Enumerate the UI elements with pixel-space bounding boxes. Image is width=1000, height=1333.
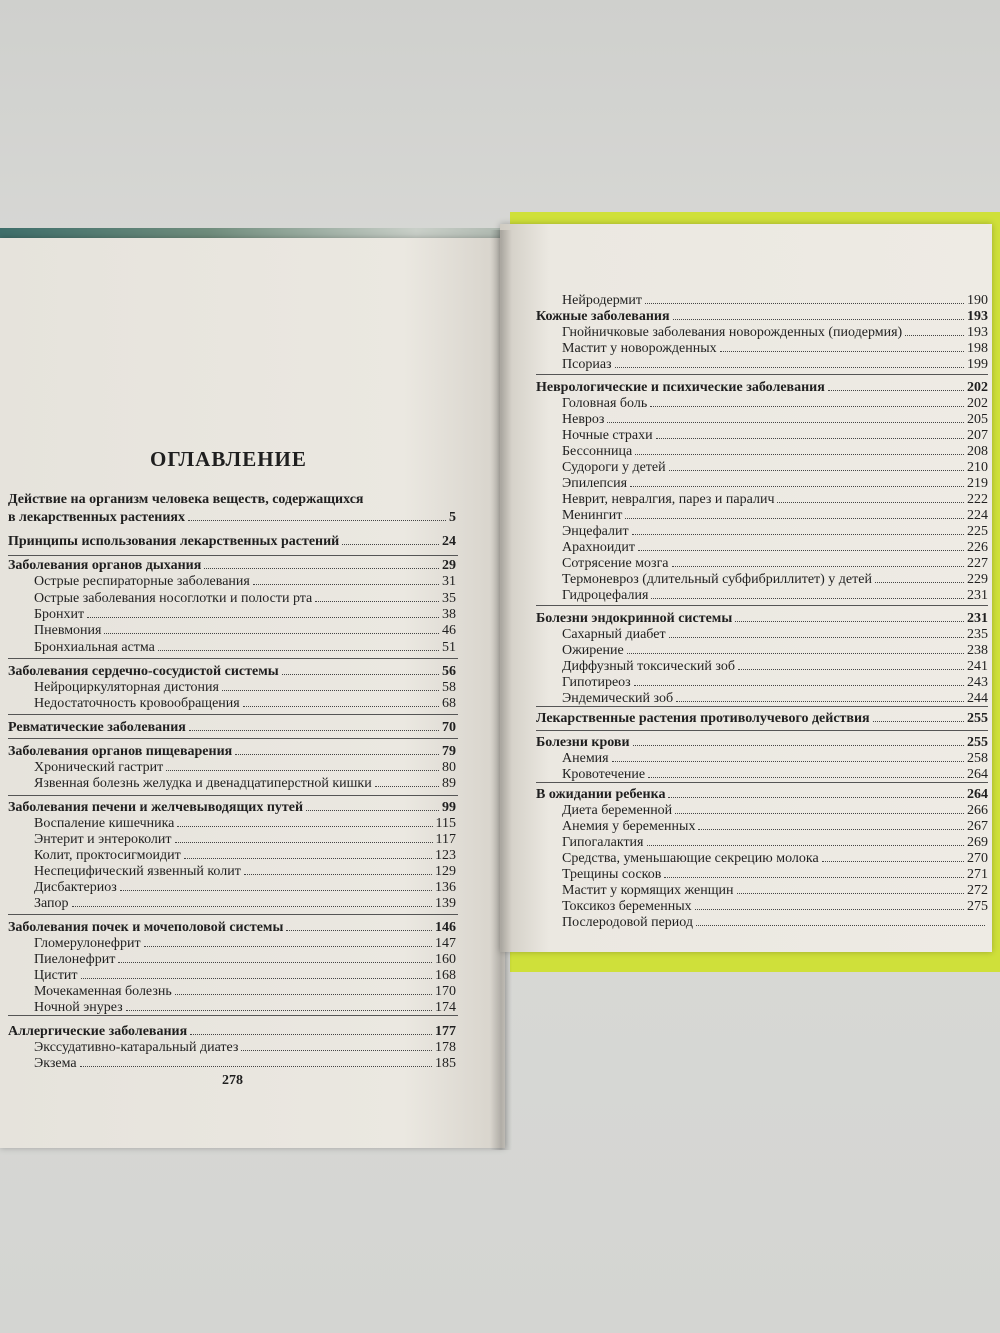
toc-entry-page: 185 bbox=[435, 1056, 456, 1071]
toc-left-entry bbox=[34, 983, 456, 1000]
toc-entry-page: 231 bbox=[967, 588, 988, 603]
toc-right-entry bbox=[562, 507, 988, 524]
toc-leader-dots bbox=[656, 427, 964, 439]
toc-entry-label: Неврит, невралгия, парез и паралич bbox=[562, 492, 775, 507]
toc-left-entry bbox=[8, 919, 456, 936]
toc-leader-dots bbox=[243, 695, 439, 707]
toc-entry-label: Дисбактериоз bbox=[34, 880, 117, 895]
toc-leader-dots bbox=[633, 734, 964, 746]
toc-entry-label: Экссудативно-катаральный диатез bbox=[34, 1040, 239, 1055]
toc-right-entry bbox=[562, 340, 988, 357]
toc-left-entry bbox=[34, 590, 456, 607]
toc-leader-dots bbox=[664, 866, 964, 878]
toc-entry-label: Заболевания органов дыхания bbox=[8, 558, 202, 573]
section-divider bbox=[8, 914, 458, 915]
toc-entry-label: Бронхиальная астма bbox=[34, 640, 155, 655]
section-divider bbox=[8, 658, 458, 659]
toc-entry-page: 241 bbox=[967, 659, 988, 674]
toc-entry-page: 160 bbox=[435, 952, 456, 967]
toc-entry-label: Гипогалактия bbox=[562, 835, 644, 850]
toc-entry-page: 226 bbox=[967, 540, 988, 555]
toc-entry-page: 255 bbox=[967, 735, 988, 750]
toc-title: ОГЛАВЛЕНИЕ bbox=[150, 447, 307, 471]
toc-entry-page: 89 bbox=[442, 776, 456, 791]
toc-right-entry bbox=[562, 475, 988, 492]
toc-right-entry bbox=[562, 766, 988, 783]
toc-entry-label: Псориаз bbox=[562, 357, 612, 372]
toc-right-entry bbox=[562, 555, 988, 572]
toc-leader-dots bbox=[342, 533, 439, 545]
toc-entry-page: 136 bbox=[435, 880, 456, 895]
toc-entry-label: Неспецифический язвенный колит bbox=[34, 864, 241, 879]
toc-right-entry bbox=[536, 308, 988, 325]
toc-entry-label: Судороги у детей bbox=[562, 460, 666, 475]
section-divider bbox=[536, 605, 988, 606]
toc-entry-label: Неврологические и психические заболевания bbox=[536, 380, 825, 395]
toc-entry-label: Токсикоз беременных bbox=[562, 899, 692, 914]
toc-entry-page: 244 bbox=[967, 691, 988, 706]
toc-leader-dots bbox=[607, 411, 964, 423]
toc-entry-page: 258 bbox=[967, 751, 988, 766]
toc-right-entry bbox=[562, 523, 988, 540]
toc-entry-label: Острые респираторные заболевания bbox=[34, 574, 250, 589]
toc-entry-label: Энтерит и энтероколит bbox=[34, 832, 172, 847]
toc-left-entry bbox=[34, 967, 456, 984]
section-divider bbox=[8, 1015, 458, 1016]
toc-entry-label: Заболевания почек и мочеполовой системы bbox=[8, 920, 284, 935]
toc-left-entry bbox=[8, 533, 456, 550]
toc-leader-dots bbox=[104, 622, 439, 634]
toc-entry-label: Аллергические заболевания bbox=[8, 1024, 188, 1039]
toc-leader-dots bbox=[650, 395, 964, 407]
toc-leader-dots bbox=[126, 999, 432, 1011]
toc-entry-label: Кровотечение bbox=[562, 767, 646, 782]
toc-entry-page: 210 bbox=[967, 460, 988, 475]
toc-entry-label: Заболевания сердечно-сосудистой системы bbox=[8, 664, 279, 679]
toc-leader-dots bbox=[315, 590, 439, 602]
toc-entry-label: Ночной энурез bbox=[34, 1000, 123, 1015]
toc-left-entry bbox=[34, 606, 456, 623]
toc-entry-label: Колит, проктосигмоидит bbox=[34, 848, 181, 863]
toc-entry-page: 190 bbox=[967, 293, 988, 308]
toc-entry-label: Трещины сосков bbox=[562, 867, 662, 882]
toc-right-entry bbox=[536, 610, 988, 627]
toc-leader-dots bbox=[828, 379, 964, 391]
toc-entry-page: 267 bbox=[967, 819, 988, 834]
toc-right-entry bbox=[562, 850, 988, 867]
toc-leader-dots bbox=[738, 658, 964, 670]
toc-leader-dots bbox=[669, 626, 964, 638]
toc-entry-page: 58 bbox=[442, 680, 456, 695]
toc-entry-page: 117 bbox=[435, 832, 456, 847]
toc-entry-page: 231 bbox=[967, 611, 988, 626]
toc-entry-label: Лекарственные растения противолучевого действия bbox=[536, 711, 870, 726]
toc-leader-dots bbox=[244, 863, 432, 875]
toc-left-entry bbox=[34, 847, 456, 864]
toc-entry-page: 29 bbox=[442, 558, 456, 573]
toc-entry-page: 229 bbox=[967, 572, 988, 587]
toc-entry-page: 222 bbox=[967, 492, 988, 507]
toc-left-entry bbox=[8, 719, 456, 736]
toc-entry-label: Термоневроз (длительный субфибриллитет) у детей bbox=[562, 572, 872, 587]
toc-right-entry bbox=[562, 914, 988, 931]
toc-entry-label: Острые заболевания носоглотки и полости рта bbox=[34, 591, 313, 606]
toc-entry-label: Кожные заболевания bbox=[536, 309, 670, 324]
toc-leader-dots bbox=[735, 610, 964, 622]
toc-left-entry bbox=[34, 1039, 456, 1056]
toc-right-entry bbox=[562, 587, 988, 604]
toc-leader-dots bbox=[822, 850, 964, 862]
toc-entry-page: 202 bbox=[967, 396, 988, 411]
toc-right-entry bbox=[562, 834, 988, 851]
toc-leader-dots bbox=[630, 475, 964, 487]
toc-entry-page: 272 bbox=[967, 883, 988, 898]
toc-right-entry bbox=[536, 379, 988, 396]
toc-left-entry bbox=[8, 509, 456, 526]
toc-entry-label: Энцефалит bbox=[562, 524, 629, 539]
toc-entry-page: 70 bbox=[442, 720, 456, 735]
toc-left-entry bbox=[34, 639, 456, 656]
toc-left-entry bbox=[34, 895, 456, 912]
toc-entry-page: 24 bbox=[442, 534, 456, 549]
toc-entry-page: 35 bbox=[442, 591, 456, 606]
toc-left-entry bbox=[34, 879, 456, 896]
toc-right-entry bbox=[562, 750, 988, 767]
toc-entry-label: Принципы использования лекарственных растений bbox=[8, 534, 340, 549]
toc-leader-dots bbox=[645, 292, 964, 304]
toc-right-entry bbox=[562, 491, 988, 508]
toc-leader-dots bbox=[875, 571, 964, 583]
toc-leader-dots bbox=[175, 983, 432, 995]
toc-right-entry bbox=[562, 818, 988, 835]
toc-right-entry bbox=[562, 539, 988, 556]
toc-entry-page: 225 bbox=[967, 524, 988, 539]
section-divider bbox=[8, 555, 458, 556]
toc-entry-page: 123 bbox=[435, 848, 456, 863]
toc-left-entry bbox=[34, 951, 456, 968]
toc-right-entry bbox=[562, 658, 988, 675]
toc-entry-label: Ночные страхи bbox=[562, 428, 653, 443]
toc-leader-dots bbox=[188, 509, 446, 521]
toc-leader-dots bbox=[651, 587, 964, 599]
toc-entry-page: 147 bbox=[435, 936, 456, 951]
toc-leader-dots bbox=[166, 759, 439, 771]
toc-right-entry bbox=[562, 674, 988, 691]
toc-entry-page: 5 bbox=[449, 510, 456, 525]
toc-entry-page: 174 bbox=[435, 1000, 456, 1015]
toc-leader-dots bbox=[306, 799, 439, 811]
toc-entry-label: Запор bbox=[34, 896, 69, 911]
section-divider bbox=[536, 730, 988, 731]
toc-left-entry bbox=[8, 1023, 456, 1040]
toc-leader-dots bbox=[80, 1055, 432, 1067]
toc-right-entry bbox=[536, 710, 988, 727]
toc-entry-label: Цистит bbox=[34, 968, 78, 983]
toc-entry-page: 129 bbox=[435, 864, 456, 879]
toc-leader-dots bbox=[635, 443, 964, 455]
toc-left-entry bbox=[8, 743, 456, 760]
toc-right-entry bbox=[562, 626, 988, 643]
toc-entry-page: 193 bbox=[967, 325, 988, 340]
toc-right-entry bbox=[562, 866, 988, 883]
toc-left-entry bbox=[34, 759, 456, 776]
toc-entry-label: Средства, уменьшающие секрецию молока bbox=[562, 851, 819, 866]
toc-entry-label: Пиелонефрит bbox=[34, 952, 116, 967]
toc-right-entry bbox=[562, 427, 988, 444]
toc-leader-dots bbox=[647, 834, 965, 846]
toc-leader-dots bbox=[375, 775, 439, 787]
toc-entry-label: Воспаление кишечника bbox=[34, 816, 175, 831]
toc-right-entry bbox=[536, 786, 988, 803]
toc-entry-page: 146 bbox=[435, 920, 456, 935]
toc-entry-label: Головная боль bbox=[562, 396, 648, 411]
section-divider bbox=[536, 782, 988, 783]
toc-entry-label: Гидроцефалия bbox=[562, 588, 649, 603]
toc-entry-label: Мастит у кормящих женщин bbox=[562, 883, 734, 898]
toc-leader-dots bbox=[184, 847, 432, 859]
toc-right-entry bbox=[562, 642, 988, 659]
toc-entry-label: Анемия у беременных bbox=[562, 819, 696, 834]
toc-left-entry bbox=[8, 557, 456, 574]
toc-entry-page: 207 bbox=[967, 428, 988, 443]
toc-entry-label: Ревматические заболевания bbox=[8, 720, 186, 735]
toc-entry-label: Мочекаменная болезнь bbox=[34, 984, 172, 999]
toc-entry-page: 193 bbox=[967, 309, 988, 324]
toc-left-entry bbox=[34, 573, 456, 590]
toc-right-entry bbox=[562, 356, 988, 373]
toc-entry-page: 115 bbox=[435, 816, 456, 831]
toc-left-entry bbox=[34, 775, 456, 792]
toc-entry-label: в лекарственных растениях bbox=[8, 510, 185, 525]
section-divider bbox=[8, 795, 458, 796]
toc-left-entry bbox=[34, 622, 456, 639]
section-divider bbox=[536, 706, 988, 707]
toc-entry-label: Нейроциркуляторная дистония bbox=[34, 680, 219, 695]
toc-entry-page: 255 bbox=[967, 711, 988, 726]
toc-leader-dots bbox=[737, 882, 964, 894]
toc-right-entry bbox=[562, 802, 988, 819]
toc-leader-dots bbox=[672, 555, 964, 567]
toc-entry-page: 170 bbox=[435, 984, 456, 999]
toc-leader-dots bbox=[675, 802, 964, 814]
toc-entry-label: Экзема bbox=[34, 1056, 77, 1071]
toc-intro-first-line: Действие на организм человека веществ, содержащихся bbox=[8, 492, 364, 507]
toc-entry-label: Заболевания органов пищеварения bbox=[8, 744, 233, 759]
toc-entry-page: 224 bbox=[967, 508, 988, 523]
toc-right-entry bbox=[562, 882, 988, 899]
toc-leader-dots bbox=[87, 606, 439, 618]
toc-entry-label: Заболевания печени и желчевыводящих путей bbox=[8, 800, 304, 815]
toc-entry-label: Нейродермит bbox=[562, 293, 643, 308]
toc-leader-dots bbox=[72, 895, 432, 907]
toc-leader-dots bbox=[676, 690, 964, 702]
toc-entry-label: Бронхит bbox=[34, 607, 85, 622]
toc-leader-dots bbox=[612, 750, 964, 762]
toc-right-entry bbox=[562, 324, 988, 341]
toc-leader-dots bbox=[625, 507, 964, 519]
toc-entry-label: Гломерулонефрит bbox=[34, 936, 141, 951]
toc-leader-dots bbox=[175, 831, 433, 843]
toc-right-entry bbox=[562, 690, 988, 707]
toc-entry-page: 51 bbox=[442, 640, 456, 655]
toc-entry-page: 199 bbox=[967, 357, 988, 372]
toc-entry-label: Язвенная болезнь желудка и двенадцатиперстной кишки bbox=[34, 776, 372, 791]
toc-leader-dots bbox=[222, 679, 439, 691]
toc-right-entry bbox=[536, 734, 988, 751]
toc-entry-page: 266 bbox=[967, 803, 988, 818]
toc-entry-page: 38 bbox=[442, 607, 456, 622]
toc-entry-label: Диффузный токсический зоб bbox=[562, 659, 735, 674]
toc-entry-page: 80 bbox=[442, 760, 456, 775]
toc-leader-dots bbox=[286, 919, 432, 931]
toc-entry-label: Послеродовой период bbox=[562, 915, 694, 930]
toc-entry-page: 178 bbox=[435, 1040, 456, 1055]
section-divider bbox=[8, 738, 458, 739]
toc-entry-label: Эндемический зоб bbox=[562, 691, 674, 706]
toc-leader-dots bbox=[632, 523, 964, 535]
toc-leader-dots bbox=[253, 573, 439, 585]
toc-entry-page: 99 bbox=[442, 800, 456, 815]
toc-entry-label: Ожирение bbox=[562, 643, 624, 658]
toc-right-entry bbox=[562, 443, 988, 460]
toc-entry-page: 177 bbox=[435, 1024, 456, 1039]
toc-entry-page: 139 bbox=[435, 896, 456, 911]
toc-left-entry bbox=[8, 663, 456, 680]
toc-leader-dots bbox=[698, 818, 964, 830]
toc-entry-page: 243 bbox=[967, 675, 988, 690]
toc-entry-page: 235 bbox=[967, 627, 988, 642]
toc-leader-dots bbox=[648, 766, 964, 778]
toc-entry-label: Пневмония bbox=[34, 623, 102, 638]
toc-leader-dots bbox=[696, 914, 985, 926]
toc-left-entry bbox=[8, 799, 456, 816]
toc-leader-dots bbox=[81, 967, 432, 979]
toc-leader-dots bbox=[177, 815, 432, 827]
toc-leader-dots bbox=[204, 557, 439, 569]
toc-leader-dots bbox=[241, 1039, 432, 1051]
toc-leader-dots bbox=[669, 459, 964, 471]
toc-entry-label: Диета беременной bbox=[562, 803, 673, 818]
toc-left-entry bbox=[34, 935, 456, 952]
toc-entry-page: 46 bbox=[442, 623, 456, 638]
section-divider bbox=[8, 714, 458, 715]
toc-entry-page: 198 bbox=[967, 341, 988, 356]
toc-entry-label: Недостаточность кровообращения bbox=[34, 696, 240, 711]
toc-leader-dots bbox=[627, 642, 964, 654]
toc-entry-label: Гнойничковые заболевания новорожденных (пиодермия) bbox=[562, 325, 903, 340]
toc-right-entry bbox=[562, 395, 988, 412]
toc-leader-dots bbox=[638, 539, 964, 551]
toc-entry-page: 264 bbox=[967, 767, 988, 782]
toc-right-entry bbox=[562, 571, 988, 588]
toc-leader-dots bbox=[668, 786, 964, 798]
toc-entry-page: 219 bbox=[967, 476, 988, 491]
toc-right-entry bbox=[562, 898, 988, 915]
toc-entry-label: Невроз bbox=[562, 412, 605, 427]
toc-left-entry bbox=[34, 831, 456, 848]
toc-leader-dots bbox=[190, 1023, 432, 1035]
toc-left-entry bbox=[34, 679, 456, 696]
toc-leader-dots bbox=[634, 674, 964, 686]
toc-entry-page: 208 bbox=[967, 444, 988, 459]
toc-entry-page: 271 bbox=[967, 867, 988, 882]
toc-entry-page: 205 bbox=[967, 412, 988, 427]
toc-entry-label: Болезни эндокринной системы bbox=[536, 611, 733, 626]
toc-entry-label: В ожидании ребенка bbox=[536, 787, 666, 802]
toc-leader-dots bbox=[144, 935, 432, 947]
toc-entry-label: Гипотиреоз bbox=[562, 675, 631, 690]
toc-left-entry bbox=[34, 999, 456, 1016]
toc-leader-dots bbox=[118, 951, 432, 963]
toc-leader-dots bbox=[189, 719, 439, 731]
toc-entry-page: 264 bbox=[967, 787, 988, 802]
toc-leader-dots bbox=[695, 898, 964, 910]
toc-left-entry bbox=[34, 863, 456, 880]
toc-entry-page: 202 bbox=[967, 380, 988, 395]
book-gutter bbox=[490, 230, 512, 1150]
toc-leader-dots bbox=[873, 710, 964, 722]
toc-entry-page: 227 bbox=[967, 556, 988, 571]
toc-entry-label: Сахарный диабет bbox=[562, 627, 666, 642]
toc-entry-page: 31 bbox=[442, 574, 456, 589]
toc-entry-page: 238 bbox=[967, 643, 988, 658]
toc-leader-dots bbox=[615, 356, 964, 368]
toc-leader-dots bbox=[282, 663, 439, 675]
toc-entry-page: 275 bbox=[967, 899, 988, 914]
toc-right-entry bbox=[562, 411, 988, 428]
toc-entry-label: Болезни крови bbox=[536, 735, 630, 750]
toc-leader-dots bbox=[235, 743, 439, 755]
toc-left-entry bbox=[34, 695, 456, 712]
toc-left-entry bbox=[34, 1055, 456, 1072]
toc-leader-dots bbox=[905, 324, 964, 336]
toc-entry-page: 270 bbox=[967, 851, 988, 866]
toc-leader-dots bbox=[777, 491, 964, 503]
toc-leader-dots bbox=[158, 639, 439, 651]
page-number: 278 bbox=[222, 1073, 243, 1088]
toc-entry-label: Эпилепсия bbox=[562, 476, 628, 491]
toc-entry-page: 168 bbox=[435, 968, 456, 983]
toc-entry-page: 269 bbox=[967, 835, 988, 850]
toc-entry-label: Мастит у новорожденных bbox=[562, 341, 717, 356]
section-divider bbox=[536, 374, 988, 375]
toc-entry-page: 68 bbox=[442, 696, 456, 711]
toc-entry-label: Арахноидит bbox=[562, 540, 636, 555]
toc-entry-page: 79 bbox=[442, 744, 456, 759]
toc-right-entry bbox=[562, 459, 988, 476]
toc-entry-label: Менингит bbox=[562, 508, 623, 523]
toc-entry-label: Бессонница bbox=[562, 444, 633, 459]
toc-leader-dots bbox=[720, 340, 964, 352]
toc-right-entry bbox=[562, 292, 988, 309]
toc-entry-label: Анемия bbox=[562, 751, 609, 766]
toc-entry-label: Хронический гастрит bbox=[34, 760, 164, 775]
toc-entry-label: Сотрясение мозга bbox=[562, 556, 669, 571]
toc-leader-dots bbox=[673, 308, 964, 320]
toc-left-entry bbox=[34, 815, 456, 832]
toc-entry-page: 56 bbox=[442, 664, 456, 679]
toc-leader-dots bbox=[120, 879, 432, 891]
